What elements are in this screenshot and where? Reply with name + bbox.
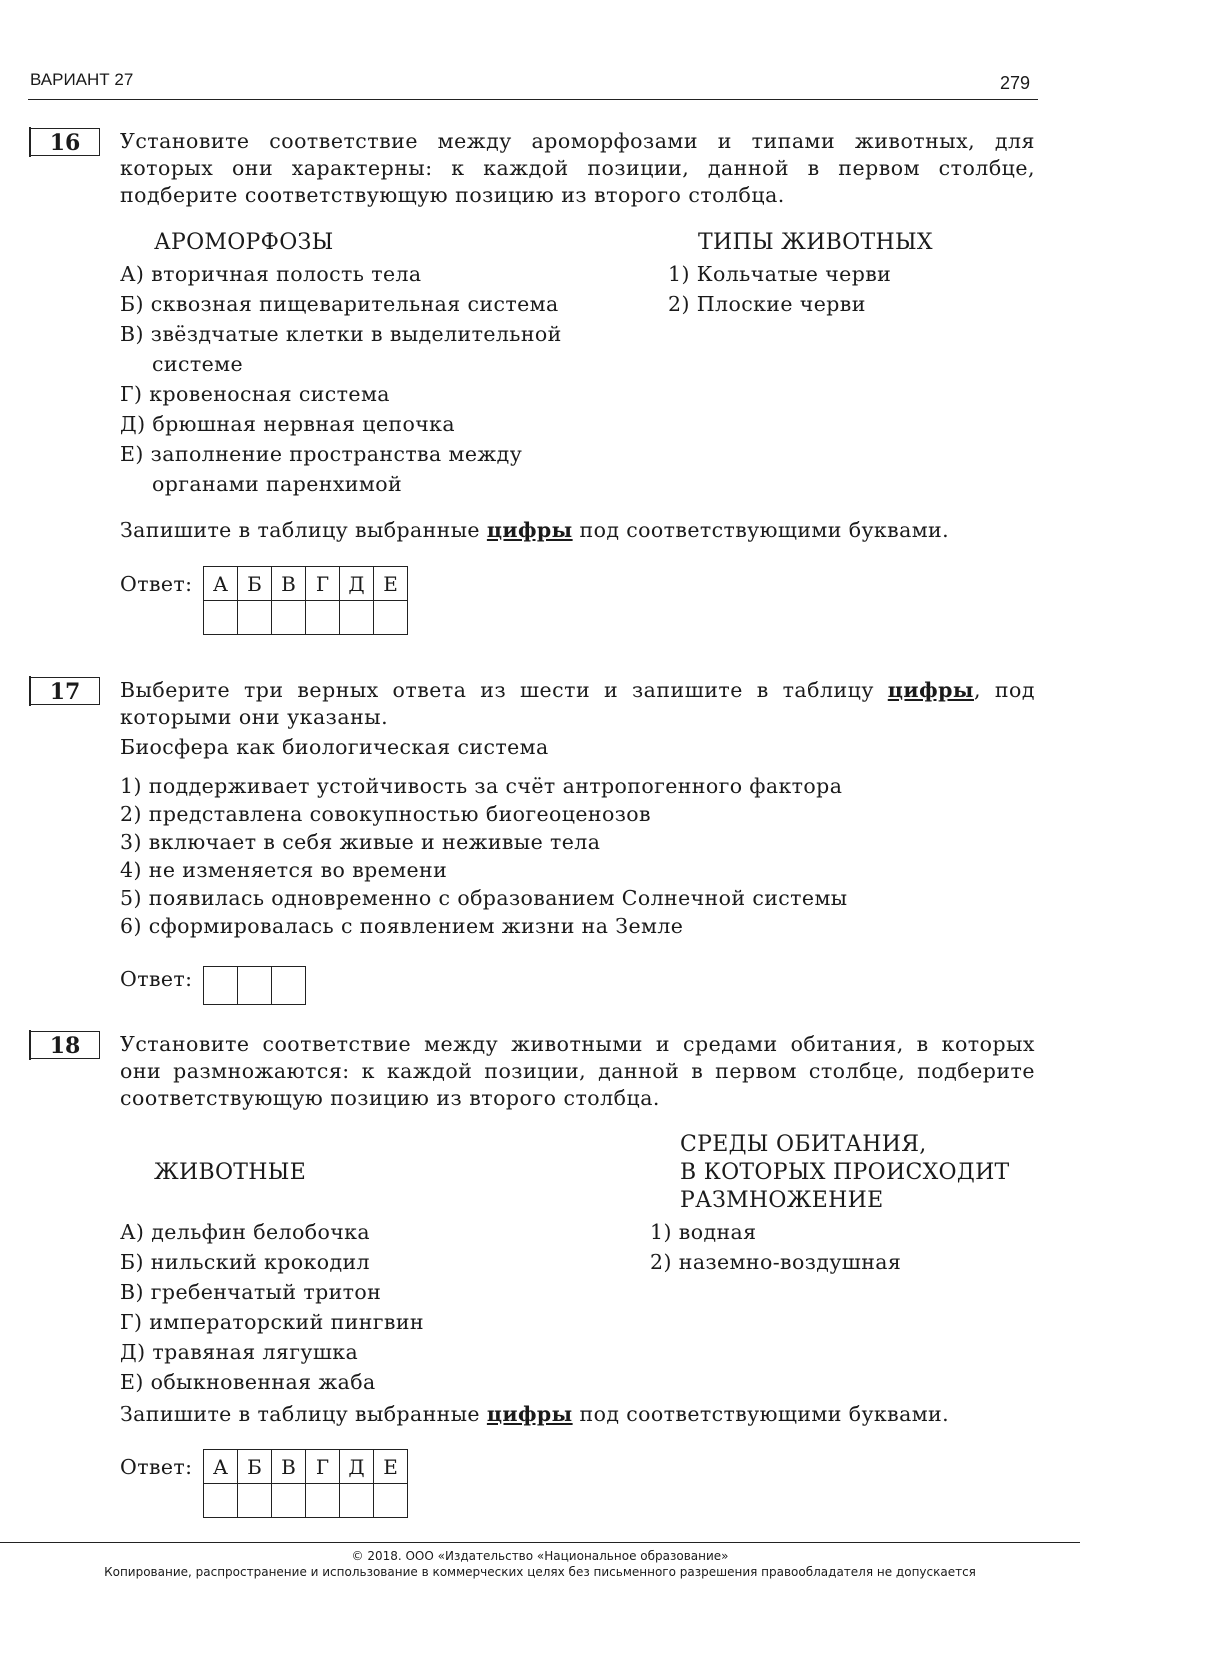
footer-copyright: © 2018. ООО «Издательство «Национальное образование» (351, 1549, 729, 1563)
q17-answer-table (203, 966, 306, 1005)
q16-left-item: Е) заполнение пространства между (120, 442, 523, 466)
answer-input-cell[interactable] (340, 1484, 374, 1518)
q17-text: Выберите три верных ответа из шести и запишите в таблицу цифры, под которыми они указаны. (120, 678, 1035, 729)
answer-letter-cell: Е (374, 567, 408, 601)
q16-right-item: 2) Плоские черви (668, 292, 866, 316)
q18-left-item: Д) травяная лягушка (120, 1340, 359, 1364)
q18-answer-label: Ответ: (120, 1455, 193, 1479)
q18-right-item: 2) наземно-воздушная (650, 1250, 902, 1274)
answer-letter-cell: Б (238, 567, 272, 601)
answer-input-cell[interactable] (374, 1484, 408, 1518)
answer-letter-cell: В (272, 567, 306, 601)
q17-option: 3) включает в себя живые и неживые тела (120, 830, 601, 854)
q18-right-heading: В КОТОРЫХ ПРОИСХОДИТ (680, 1160, 1010, 1185)
answer-input-cell[interactable] (238, 967, 272, 1005)
answer-input-cell[interactable] (204, 1484, 238, 1518)
answer-letter-cell: Д (340, 1450, 374, 1484)
answer-letter-cell: А (204, 567, 238, 601)
q17-text-bold: цифры (887, 678, 974, 702)
q17-option: 4) не изменяется во времени (120, 858, 448, 882)
answer-input-cell[interactable] (374, 601, 408, 635)
q18-left-item: Г) императорский пингвин (120, 1310, 424, 1334)
q16-instruction: Запишите в таблицу выбранные цифры под соответствующими буквами. (120, 518, 950, 542)
q18-right-heading: РАЗМНОЖЕНИЕ (680, 1188, 884, 1213)
page-number: 279 (1000, 73, 1031, 93)
q16-right-heading: ТИПЫ ЖИВОТНЫХ (698, 230, 933, 255)
question-number-18: 18 (30, 1031, 100, 1059)
answer-letter-cell: Е (374, 1450, 408, 1484)
answer-input-cell[interactable] (204, 601, 238, 635)
answer-input-cell[interactable] (272, 601, 306, 635)
q18-right-heading: СРЕДЫ ОБИТАНИЯ, (680, 1132, 927, 1157)
answer-input-cell[interactable] (340, 601, 374, 635)
q18-answer-table (203, 1449, 408, 1518)
q16-left-item: В) звёздчатые клетки в выделительной (120, 322, 562, 346)
footer-rule (0, 1542, 1080, 1543)
q16-answer-label: Ответ: (120, 572, 193, 596)
question-number-17: 17 (30, 677, 100, 705)
q17-subtitle: Биосфера как биологическая система (120, 735, 549, 759)
answer-letter-cell: Г (306, 1450, 340, 1484)
answer-input-cell[interactable] (272, 967, 306, 1005)
answer-input-cell[interactable] (306, 601, 340, 635)
q16-left-heading: АРОМОРФОЗЫ (154, 230, 334, 255)
q16-left-item: Г) кровеносная система (120, 382, 390, 406)
answer-input-cell[interactable] (272, 1484, 306, 1518)
q17-option: 5) появилась одновременно с образованием Солнечной системы (120, 886, 848, 910)
q17-option: 1) поддерживает устойчивость за счёт антропогенного фактора (120, 774, 843, 798)
q18-instruction: Запишите в таблицу выбранные цифры под соответствующими буквами. (120, 1402, 950, 1426)
q18-left-heading: ЖИВОТНЫЕ (154, 1160, 307, 1185)
q16-instruction-bold: цифры (486, 518, 573, 542)
q18-right-item: 1) водная (650, 1220, 757, 1244)
variant-label: ВАРИАНТ 27 (30, 70, 134, 89)
q16-right-item: 1) Кольчатые черви (668, 262, 892, 286)
q17-option: 6) сформировалась с появлением жизни на Земле (120, 914, 684, 938)
q18-text: Установите соответствие между животными и средами обитания, в которых они размножаются: к каждой позиции, данной в первом столбце, подберите соответствующую позицию из второго столбца. (120, 1032, 1035, 1110)
q18-instruction-bold: цифры (486, 1402, 573, 1426)
q18-left-item: А) дельфин белобочка (120, 1220, 370, 1244)
q16-left-item: Д) брюшная нервная цепочка (120, 412, 455, 436)
answer-input-cell[interactable] (238, 601, 272, 635)
q16-answer-table (203, 566, 408, 635)
q16-left-item-continued: системе (152, 352, 243, 376)
q16-left-item: А) вторичная полость тела (120, 262, 422, 286)
footer-notice: Копирование, распространение и использование в коммерческих целях без письменного разрешения правообладателя не допускается (104, 1565, 976, 1579)
q18-left-item: Б) нильский крокодил (120, 1250, 370, 1274)
answer-input-cell[interactable] (238, 1484, 272, 1518)
question-number-16: 16 (30, 128, 100, 156)
q16-left-item-continued: органами паренхимой (152, 472, 403, 496)
answer-letter-cell: В (272, 1450, 306, 1484)
header-rule (28, 99, 1038, 100)
answer-letter-cell: Б (238, 1450, 272, 1484)
answer-input-cell[interactable] (306, 1484, 340, 1518)
q17-option: 2) представлена совокупностью биогеоценозов (120, 802, 651, 826)
answer-letter-cell: А (204, 1450, 238, 1484)
q16-text: Установите соответствие между ароморфозами и типами животных, для которых они характерны: к каждой позиции, данной в первом столбце, подберите соответствующую позицию из второго столбца. (120, 129, 1035, 207)
answer-input-cell[interactable] (204, 967, 238, 1005)
answer-letter-cell: Д (340, 567, 374, 601)
q18-left-item: Е) обыкновенная жаба (120, 1370, 376, 1394)
q18-left-item: В) гребенчатый тритон (120, 1280, 382, 1304)
q16-left-item: Б) сквозная пищеварительная система (120, 292, 559, 316)
answer-letter-cell: Г (306, 567, 340, 601)
q17-answer-label: Ответ: (120, 967, 193, 991)
